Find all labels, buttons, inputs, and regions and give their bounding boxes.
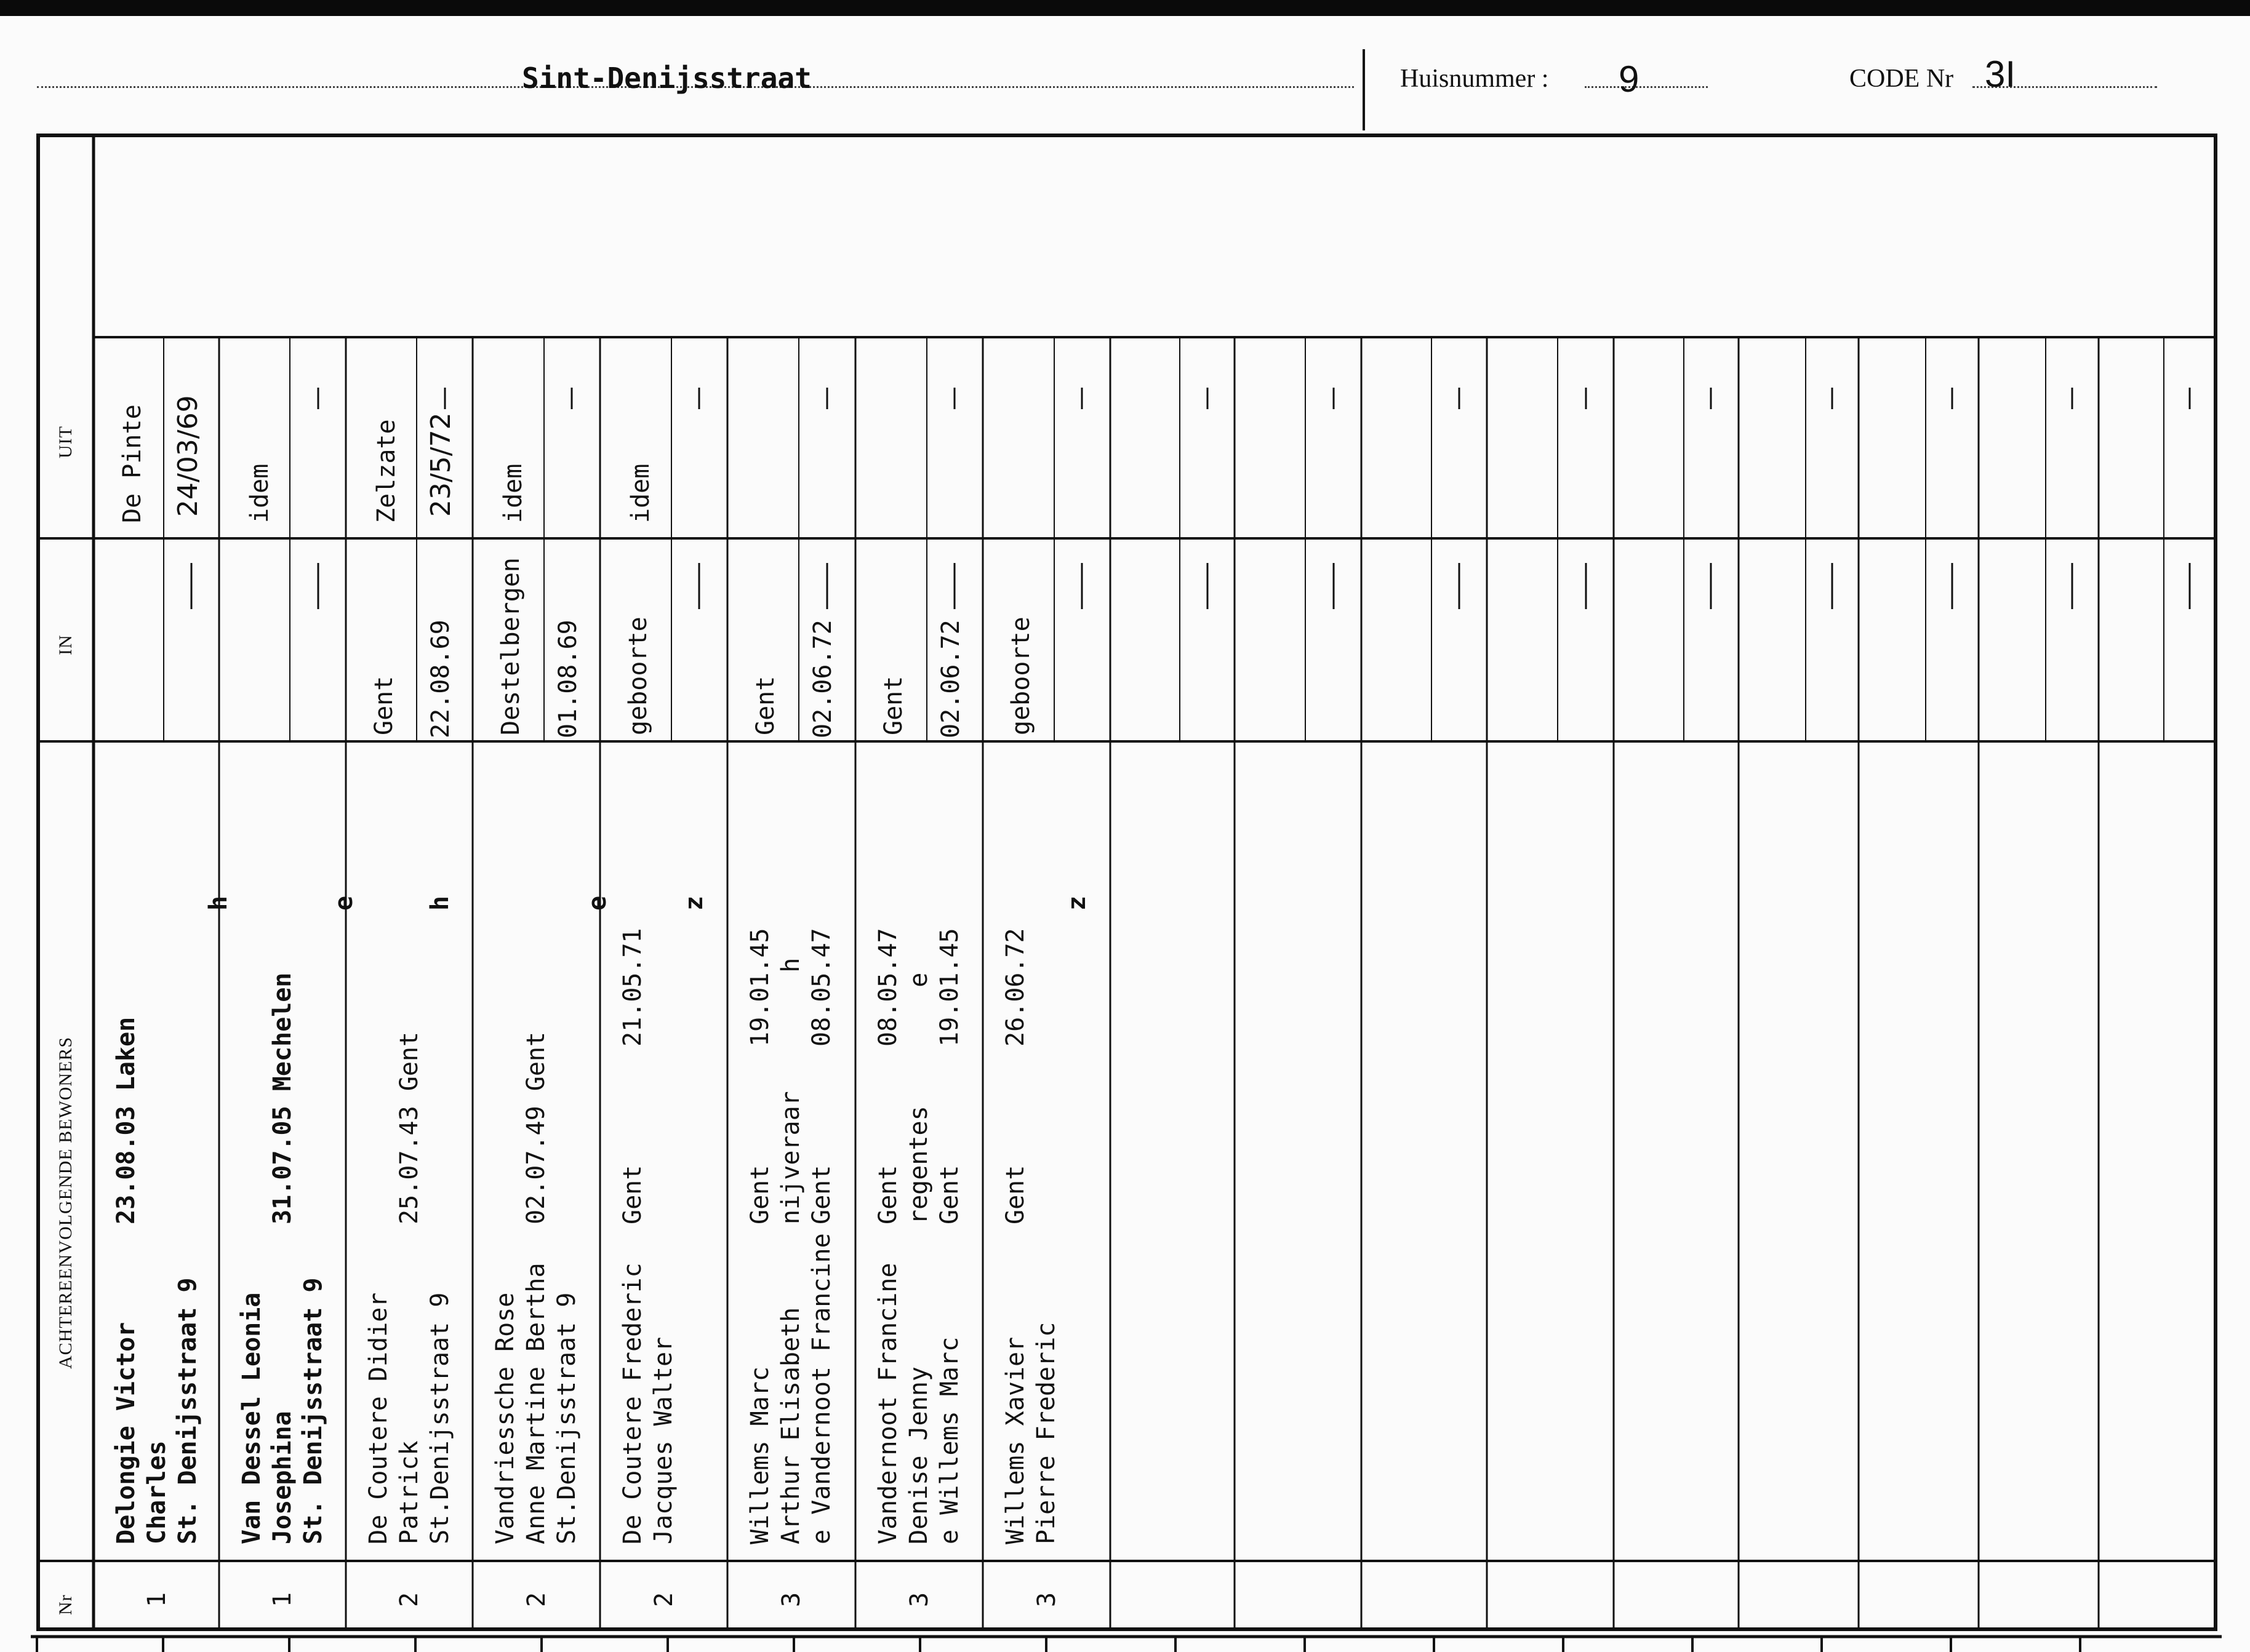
entry-number: 3: [905, 1592, 934, 1607]
entry-number: 3: [777, 1592, 806, 1607]
resident-line: Anne Martine Bertha: [522, 1263, 550, 1544]
uit-place: idem: [627, 463, 655, 523]
resident-line: St. Denijsstraat 9: [174, 1277, 202, 1544]
resident-line: Willems Xavier: [1001, 1336, 1030, 1544]
in-place: Destelbergen: [497, 557, 526, 735]
resident-line: St. Denijsstraat 9: [299, 1277, 327, 1544]
entry-number: 2: [395, 1592, 424, 1607]
resident-date: 31.07.05 Mechelen: [268, 972, 297, 1224]
resident-date: 02.07.49 Gent: [522, 1031, 550, 1224]
resident-line: De Coutere Frederic: [619, 1263, 647, 1544]
uit-date: 23/5/72: [425, 412, 457, 517]
in-place: geboorte: [624, 617, 653, 735]
resident-date: Gent 19.01.45: [746, 928, 774, 1224]
resident-line: Jacques Walter: [649, 1336, 678, 1544]
code-value: 3I: [1985, 54, 2016, 95]
in-date: 02.06.72: [809, 620, 838, 738]
sex-code: h: [204, 895, 233, 911]
nr-label: Nr: [55, 1594, 76, 1615]
code-label: CODE Nr: [1849, 65, 1954, 93]
in-place: Gent: [370, 676, 399, 735]
entry-number: 1: [142, 1592, 171, 1607]
in-date: 01.08.69: [553, 620, 582, 738]
resident-line: Charles: [143, 1440, 171, 1544]
resident-line: Patrick: [395, 1440, 423, 1544]
street-name: Sint-Denijsstraat: [522, 62, 812, 95]
in-place: Gent: [751, 676, 780, 735]
uit-place: De Pinte: [118, 404, 146, 523]
resident-date: Gent 21.05.71: [619, 928, 647, 1224]
resident-line: Van Dessel Leonia: [238, 1292, 266, 1544]
uit-place: idem: [499, 463, 528, 523]
resident-line: De Coutere Didier: [364, 1292, 393, 1544]
uit-label: UIT: [55, 426, 76, 458]
in-date: 22.08.69: [426, 620, 455, 738]
sex-code: z: [1063, 895, 1091, 911]
huisnummer-value: 9: [1619, 58, 1639, 100]
entry-number: 2: [649, 1592, 678, 1607]
in-date: 02.06.72: [936, 620, 965, 738]
in-place: geboorte: [1007, 617, 1036, 735]
resident-date: Gent 08.05.47: [874, 928, 902, 1224]
resident-line: St.Denijsstraat 9: [426, 1292, 454, 1544]
resident-date: 23.08.03 Laken: [112, 1016, 140, 1224]
resident-line: Pierre Frederic: [1032, 1322, 1060, 1544]
bewoners-label: ACHTEREENVOLGENDE BEWONERS: [55, 1036, 76, 1369]
entry-number: 2: [522, 1592, 551, 1607]
entry-number: 1: [268, 1592, 297, 1607]
resident-line: Delongie Victor: [112, 1322, 140, 1544]
entry-number: 3: [1032, 1592, 1061, 1607]
resident-date: Gent 08.05.47: [807, 928, 836, 1224]
resident-line: Vandriessche Rose: [491, 1292, 519, 1544]
uit-place: idem: [246, 463, 274, 523]
sex-code: z: [680, 895, 708, 911]
resident-date: nijveraar h: [777, 957, 805, 1224]
uit-place: Zelzate: [372, 419, 401, 523]
resident-line: e Vandernoot Francine: [807, 1233, 836, 1544]
resident-date: 25.07.43 Gent: [395, 1031, 423, 1224]
resident-date: Gent 26.06.72: [1001, 928, 1030, 1224]
resident-line: e Willems Marc: [935, 1336, 964, 1544]
resident-line: Willems Marc: [746, 1367, 774, 1544]
sex-code: h: [426, 895, 454, 911]
huisnummer-label: Huisnummer :: [1400, 65, 1549, 93]
resident-line: Arthur Elisabeth: [777, 1307, 805, 1544]
resident-date: regentes e: [905, 972, 933, 1224]
in-label: IN: [55, 634, 76, 655]
sex-code: e: [583, 895, 612, 911]
resident-line: Denise Jenny: [905, 1367, 933, 1544]
uit-date: 24/03/69: [172, 395, 204, 517]
resident-line: Josephina: [268, 1411, 297, 1544]
sex-code: e: [330, 895, 358, 911]
resident-line: St.Denijsstraat 9: [553, 1292, 581, 1544]
resident-date: Gent 19.01.45: [935, 928, 964, 1224]
resident-line: Vandernoot Francine: [874, 1263, 902, 1544]
in-place: Gent: [879, 676, 908, 735]
